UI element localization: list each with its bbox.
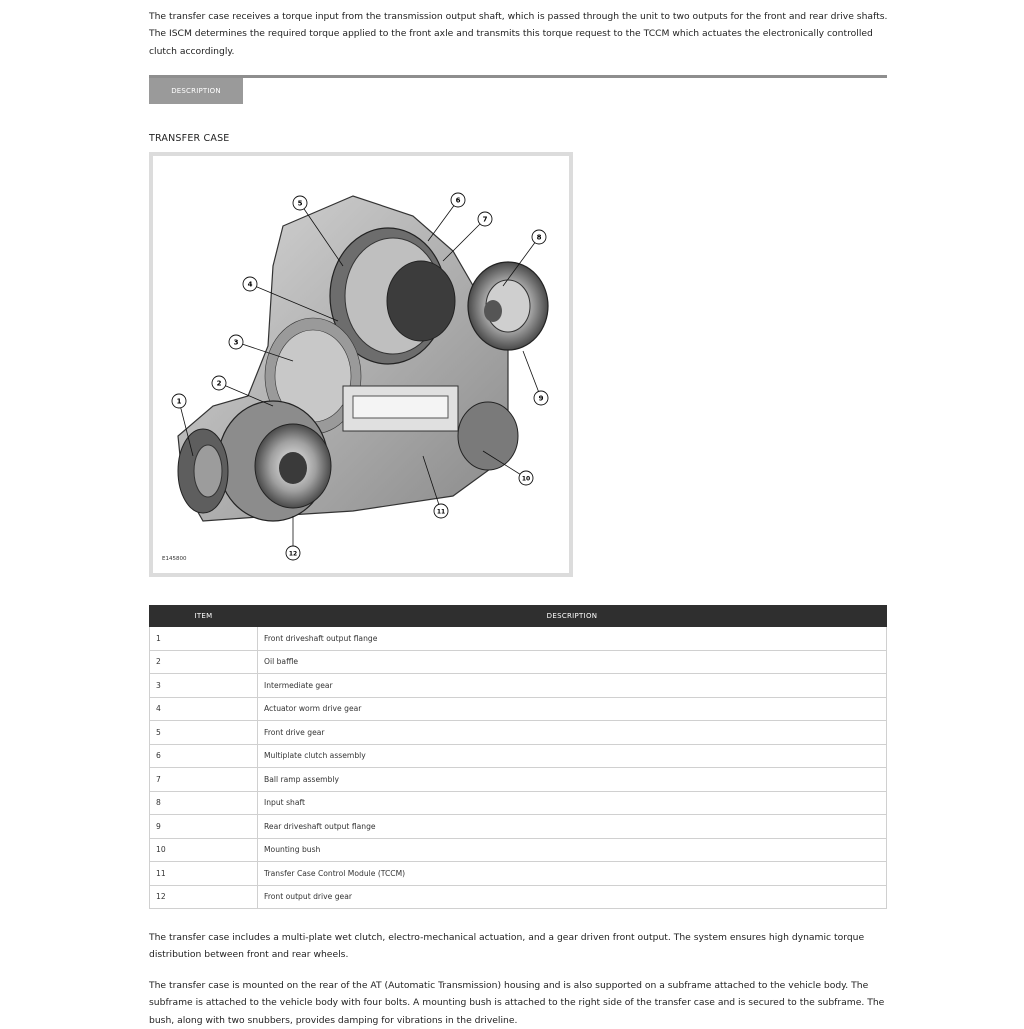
callout-11: [434, 504, 448, 518]
table-header-row: [150, 606, 887, 627]
callout-3: [229, 335, 243, 349]
item-description-table: [149, 605, 887, 909]
item-number: 6: [150, 744, 258, 768]
svg-text:12: 12: [288, 550, 298, 558]
transfer-case-figure: [149, 152, 573, 577]
item-description: Oil baffle: [258, 650, 887, 674]
svg-text:10: 10: [521, 475, 531, 483]
item-number: 7: [150, 768, 258, 792]
item-number: 8: [150, 791, 258, 815]
item-description: Rear driveshaft output flange: [258, 815, 887, 839]
callout-8: [532, 230, 546, 244]
column-header-item: ITEM: [150, 606, 258, 627]
item-number: 2: [150, 650, 258, 674]
callout-5: [293, 196, 307, 210]
callout-7: [478, 212, 492, 226]
item-description: Front output drive gear: [258, 885, 887, 909]
table-row: [150, 721, 887, 745]
item-number: 10: [150, 838, 258, 862]
svg-text:5: 5: [297, 199, 303, 208]
item-number: 12: [150, 885, 258, 909]
callout-4: [243, 277, 257, 291]
figure-id-label: E145800: [162, 556, 187, 562]
item-description: Actuator worm drive gear: [258, 697, 887, 721]
table-row: [150, 862, 887, 886]
item-description: Front driveshaft output flange: [258, 627, 887, 651]
svg-text:3: 3: [233, 338, 239, 347]
table-row: [150, 744, 887, 768]
item-number: 4: [150, 697, 258, 721]
callout-12: [286, 546, 300, 560]
section-title: TRANSFER CASE: [149, 133, 230, 144]
column-header-description: DESCRIPTION: [258, 606, 887, 627]
item-description: Input shaft: [258, 791, 887, 815]
table-row: [150, 650, 887, 674]
item-description: Front drive gear: [258, 721, 887, 745]
svg-text:7: 7: [482, 215, 488, 224]
svg-text:8: 8: [536, 233, 542, 242]
table-row: [150, 674, 887, 698]
item-number: 3: [150, 674, 258, 698]
callout-1: [172, 394, 186, 408]
item-description: Multiplate clutch assembly: [258, 744, 887, 768]
table-row: [150, 697, 887, 721]
item-description: Transfer Case Control Module (TCCM): [258, 862, 887, 886]
item-number: 9: [150, 815, 258, 839]
body-paragraph-2: The transfer case is mounted on the rear of the AT (Automatic Transmission) housing and is also supported on a subframe attached to the vehicle body. The subframe is attached to the vehicle body with four bolts. A mounting bush is attached to the right side of the transfer case and is secured to the subframe. The bush, along with two snubbers, provides damping for vibrations in the driveline.: [149, 980, 885, 1026]
intro-paragraph: The transfer case receives a torque input from the transmission output shaft, which is passed through the unit to two outputs for the front and rear drive shafts. The ISCM determines the required torque applied to the front axle and transmits this torque request to the TCCM which actuates the electronically controlled clutch accordingly.: [149, 11, 888, 57]
callout-9: [534, 391, 548, 405]
svg-text:4: 4: [247, 280, 253, 289]
body-paragraph-1: The transfer case includes a multi-plate wet clutch, electro-mechanical actuation, and a gear driven front output. The system ensures high dynamic torque distribution between front and rear wheels.: [149, 932, 865, 961]
table-row: [150, 815, 887, 839]
item-description: Ball ramp assembly: [258, 768, 887, 792]
item-description: Mounting bush: [258, 838, 887, 862]
callout-2: [212, 376, 226, 390]
item-description: Intermediate gear: [258, 674, 887, 698]
transfer-case-illustration: [153, 156, 569, 573]
item-number: 11: [150, 862, 258, 886]
item-number: 5: [150, 721, 258, 745]
item-number: 1: [150, 627, 258, 651]
table-row: [150, 791, 887, 815]
svg-text:11: 11: [436, 508, 446, 516]
tab-description[interactable]: DESCRIPTION: [149, 78, 243, 104]
table-row: [150, 768, 887, 792]
callout-10: [519, 471, 533, 485]
svg-text:2: 2: [216, 379, 222, 388]
callout-6: [451, 193, 465, 207]
svg-text:6: 6: [455, 196, 461, 205]
svg-text:1: 1: [176, 397, 182, 406]
svg-text:9: 9: [538, 394, 544, 403]
table-row: [150, 627, 887, 651]
table-row: [150, 838, 887, 862]
table-row: [150, 885, 887, 909]
tab-bar-rule: [149, 75, 887, 78]
